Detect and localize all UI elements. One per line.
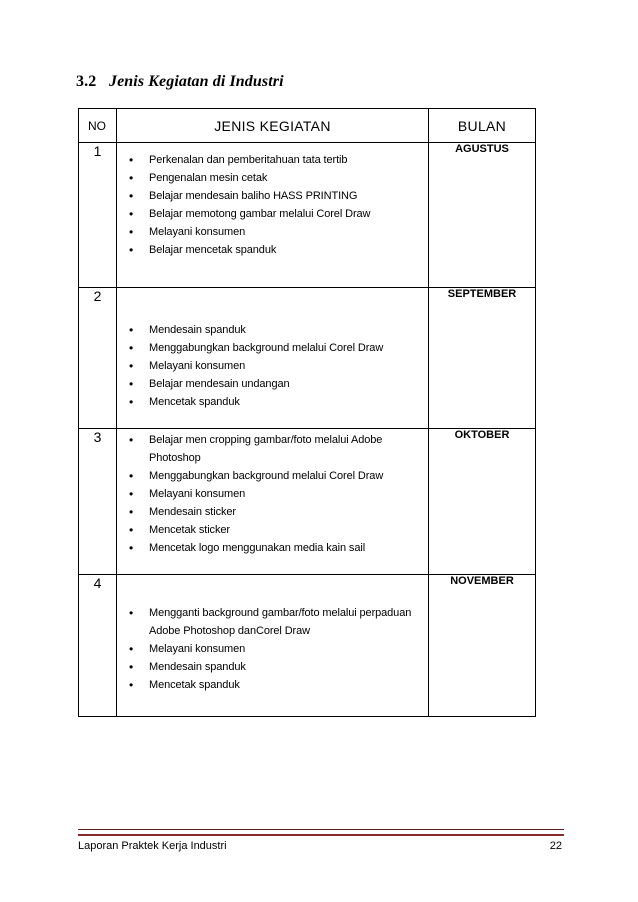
list-item: • Mencetak logo menggunakan media kain sail — [117, 539, 424, 557]
list-item: • Melayani konsumen — [117, 640, 424, 658]
activity-list — [117, 575, 428, 694]
list-item: • Melayani konsumen — [117, 357, 424, 375]
list-item: • Melayani konsumen — [117, 223, 424, 241]
activity-list — [117, 143, 428, 259]
list-item: • Mendesain sticker — [117, 503, 424, 521]
list-item: • Belajar mendesain baliho HASS PRINTING — [117, 187, 424, 205]
month-cell: OKTOBER — [429, 429, 536, 575]
activity-cell — [117, 288, 429, 429]
row-number: 4 — [79, 575, 117, 717]
table-row — [79, 575, 536, 717]
list-item: • Mencetak spanduk — [117, 393, 424, 411]
list-item: • Mencetak spanduk — [117, 676, 424, 694]
footer-title: Laporan Praktek Kerja Industri — [78, 840, 227, 852]
list-item: • Belajar memotong gambar melalui Corel Draw — [117, 205, 424, 223]
list-item: • Menggabungkan background melalui Corel Draw — [117, 467, 424, 485]
month-cell: SEPTEMBER — [429, 288, 536, 429]
list-item: • Perkenalan dan pemberitahuan tata tertib — [117, 151, 424, 169]
list-item: • Mencetak sticker — [117, 521, 424, 539]
table-row — [79, 143, 536, 288]
list-item: • Belajar mencetak spanduk — [117, 241, 424, 259]
row-number: 2 — [79, 288, 117, 429]
month-cell: AGUSTUS — [429, 143, 536, 288]
table-header-row — [79, 109, 536, 143]
header-kegiatan: JENIS KEGIATAN — [117, 109, 429, 143]
list-item: • Melayani konsumen — [117, 485, 424, 503]
activity-table — [78, 108, 536, 717]
row-number: 3 — [79, 429, 117, 575]
section-heading — [76, 73, 284, 91]
row-number: 1 — [79, 143, 117, 288]
list-item: • Mengganti background gambar/foto melalui perpaduan Adobe Photoshop danCorel Draw — [117, 604, 424, 640]
activity-list — [117, 429, 428, 557]
header-bulan: BULAN — [429, 109, 536, 143]
list-item: • Mendesain spanduk — [117, 658, 424, 676]
section-number: 3.2 — [76, 73, 97, 90]
list-item: • Pengenalan mesin cetak — [117, 169, 424, 187]
header-no: NO — [79, 109, 117, 143]
list-item: • Mendesain spanduk — [117, 321, 424, 339]
activity-cell — [117, 575, 429, 717]
activity-cell — [117, 143, 429, 288]
table-row — [79, 288, 536, 429]
list-item: • Menggabungkan background melalui Corel Draw — [117, 339, 424, 357]
month-cell: NOVEMBER — [429, 575, 536, 717]
list-item: • Belajar mendesain undangan — [117, 375, 424, 393]
table-row — [79, 429, 536, 575]
footer-divider — [78, 829, 564, 836]
section-title: Jenis Kegiatan di Industri — [109, 73, 284, 90]
list-item: • Belajar men cropping gambar/foto melalui Adobe Photoshop — [117, 431, 424, 467]
activity-cell — [117, 429, 429, 575]
page-number: 22 — [549, 840, 562, 852]
activity-list — [117, 288, 428, 411]
